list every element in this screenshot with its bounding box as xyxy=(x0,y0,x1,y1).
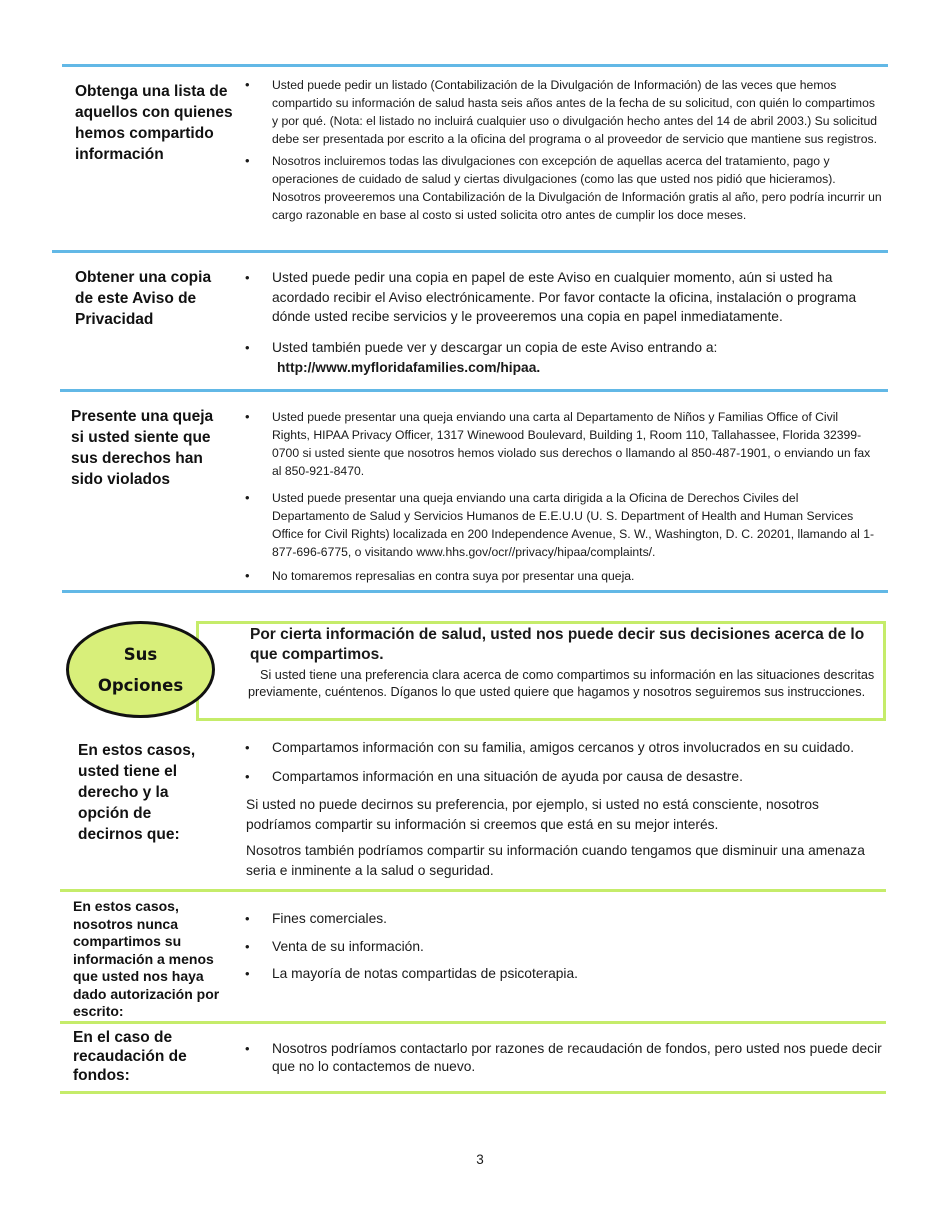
right-choice-para1: Si usted no puede decirnos su preferencia, por ejemplo, si usted no está consciente, nosotros podríamos compartir su información si creemos que está en su mejor interés. xyxy=(246,797,819,832)
divider xyxy=(62,590,888,593)
fundraising-list xyxy=(245,1040,895,1076)
list-item: • Nosotros incluiremos todas las divulgaciones con excepción de aquellas acerca del tratamiento, pago y operaciones de cuidado de salud y ciertas divulgaciones (como las que usted nos pidió que hicieramos). Nosotros proveeremos una Contabilización de la Divulgación de Información gratis al año, pero podría incurrir un cargo razonable en base al costo si usted solicita otro antes de cumplir los doce meses. xyxy=(245,152,883,224)
list-item: • Venta de su información. xyxy=(245,937,865,957)
list-item: • Usted puede pedir un listado (Contabilización de la Divulgación de Información) de las veces que hemos compartido su información de salud hasta seis años antes de la fecha de su solicitud, con quién lo compartimos y por qué. (Nota: el listado no incluirá cualquier uso o divulgación hecho antes del 14 de abril 2003.) Su solicitud debe ser presentada por escrito a la oficina del programa o al proveedor de servicio que mantiene sus registros. xyxy=(245,76,883,148)
list-item: • Usted puede presentar una queja enviando una carta dirigida a la Oficina de Derechos Civiles del Departamento de Salud y Servicios Humanos de E.E.U.U (U. S. Department of Health and Human Services Office for Civil Rights) localizada en 200 Independence Avenue, S. W., Washington, D. C. 20201, llamando al 1-877-696-6775, o visitando www.hhs.gov/ocr//privacy/hipaa/complaints/. xyxy=(245,489,875,561)
choices-badge-line1: Sus xyxy=(123,644,158,664)
divider xyxy=(60,1021,886,1024)
list-item: • Usted puede pedir una copia en papel de este Aviso en cualquier momento, aún si usted ha acordado recibir el Aviso electrónicamente. Por favor contacte la oficina, instalación o programa dónde usted recibe servicios y le proveeremos una copia en papel inmediatamente. xyxy=(245,268,890,327)
right-choice-list xyxy=(245,738,905,786)
choices-badge-line2: Opciones xyxy=(97,675,184,695)
section-heading-right-choice: En estos casos, usted tiene el derecho y la opción de decirnos que: xyxy=(78,742,196,843)
complaint-list xyxy=(245,408,875,589)
accounting-list xyxy=(245,76,883,228)
hipaa-link[interactable]: http://www.myfloridafamilies.com/hipaa. xyxy=(277,360,541,375)
right-choice-para2: Nosotros también podríamos compartir su información cuando tengamos que disminuir una amenaza seria e inminente a la salud o seguridad. xyxy=(246,843,865,878)
section-heading-never-share: En estos casos, nosotros nunca compartimos su información a menos que usted nos haya dado autorización por escrito: xyxy=(73,898,220,1019)
choices-intro: Si usted tiene una preferencia clara acerca de como compartimos su información en las situaciones descritas previamente, cuéntenos. Díganos lo que usted quiere que hagamos y nosotros seguiremos sus instrucciones. xyxy=(248,668,875,699)
divider xyxy=(52,250,888,253)
divider xyxy=(60,1091,886,1094)
list-item: • Usted también puede ver y descargar un copia de este Aviso entrando a: xyxy=(245,338,890,358)
list-item: • Compartamos información con su familia, amigos cercanos y otros involucrados en su cuidado. xyxy=(245,738,905,758)
list-item: • No tomaremos represalias en contra suya por presentar una queja. xyxy=(245,567,875,585)
list-item: • Nosotros podríamos contactarlo por razones de recaudación de fondos, pero usted nos puede decir que no lo contactemos de nuevo. xyxy=(245,1040,895,1076)
list-item: • Usted puede presentar una queja enviando una carta al Departamento de Niños y Familias Office of Civil Rights, HIPAA Privacy Officer, 1317 Winewood Boulevard, Building 1, Room 110, Tallahassee, Florida 32399-0700 si usted siente que nosotros hemos violado sus derechos o llamando al 850-487-1901, o enviando un fax al 850-921-8470. xyxy=(245,408,875,480)
divider xyxy=(60,389,888,392)
list-item: • Fines comerciales. xyxy=(245,909,865,929)
list-item: • La mayoría de notas compartidas de psicoterapia. xyxy=(245,964,865,984)
divider xyxy=(62,64,888,67)
page-number: 3 xyxy=(476,1152,484,1167)
divider xyxy=(60,889,886,892)
never-share-list xyxy=(245,909,865,984)
choices-title: Por cierta información de salud, usted nos puede decir sus decisiones acerca de lo que compartimos. xyxy=(250,626,865,663)
copy-notice-list xyxy=(245,268,890,357)
section-heading-complaint: Presente una queja si usted siente que sus derechos han sido violados xyxy=(71,408,214,488)
list-item: • Compartamos información en una situación de ayuda por causa de desastre. xyxy=(245,767,905,787)
section-heading-fundraising: En el caso de recaudación de fondos: xyxy=(73,1029,187,1084)
choices-badge xyxy=(66,621,215,718)
section-heading-accounting: Obtenga una lista de aquellos con quienes hemos compartido información xyxy=(75,83,233,163)
section-heading-copy-notice: Obtener una copia de este Aviso de Privacidad xyxy=(75,269,212,328)
